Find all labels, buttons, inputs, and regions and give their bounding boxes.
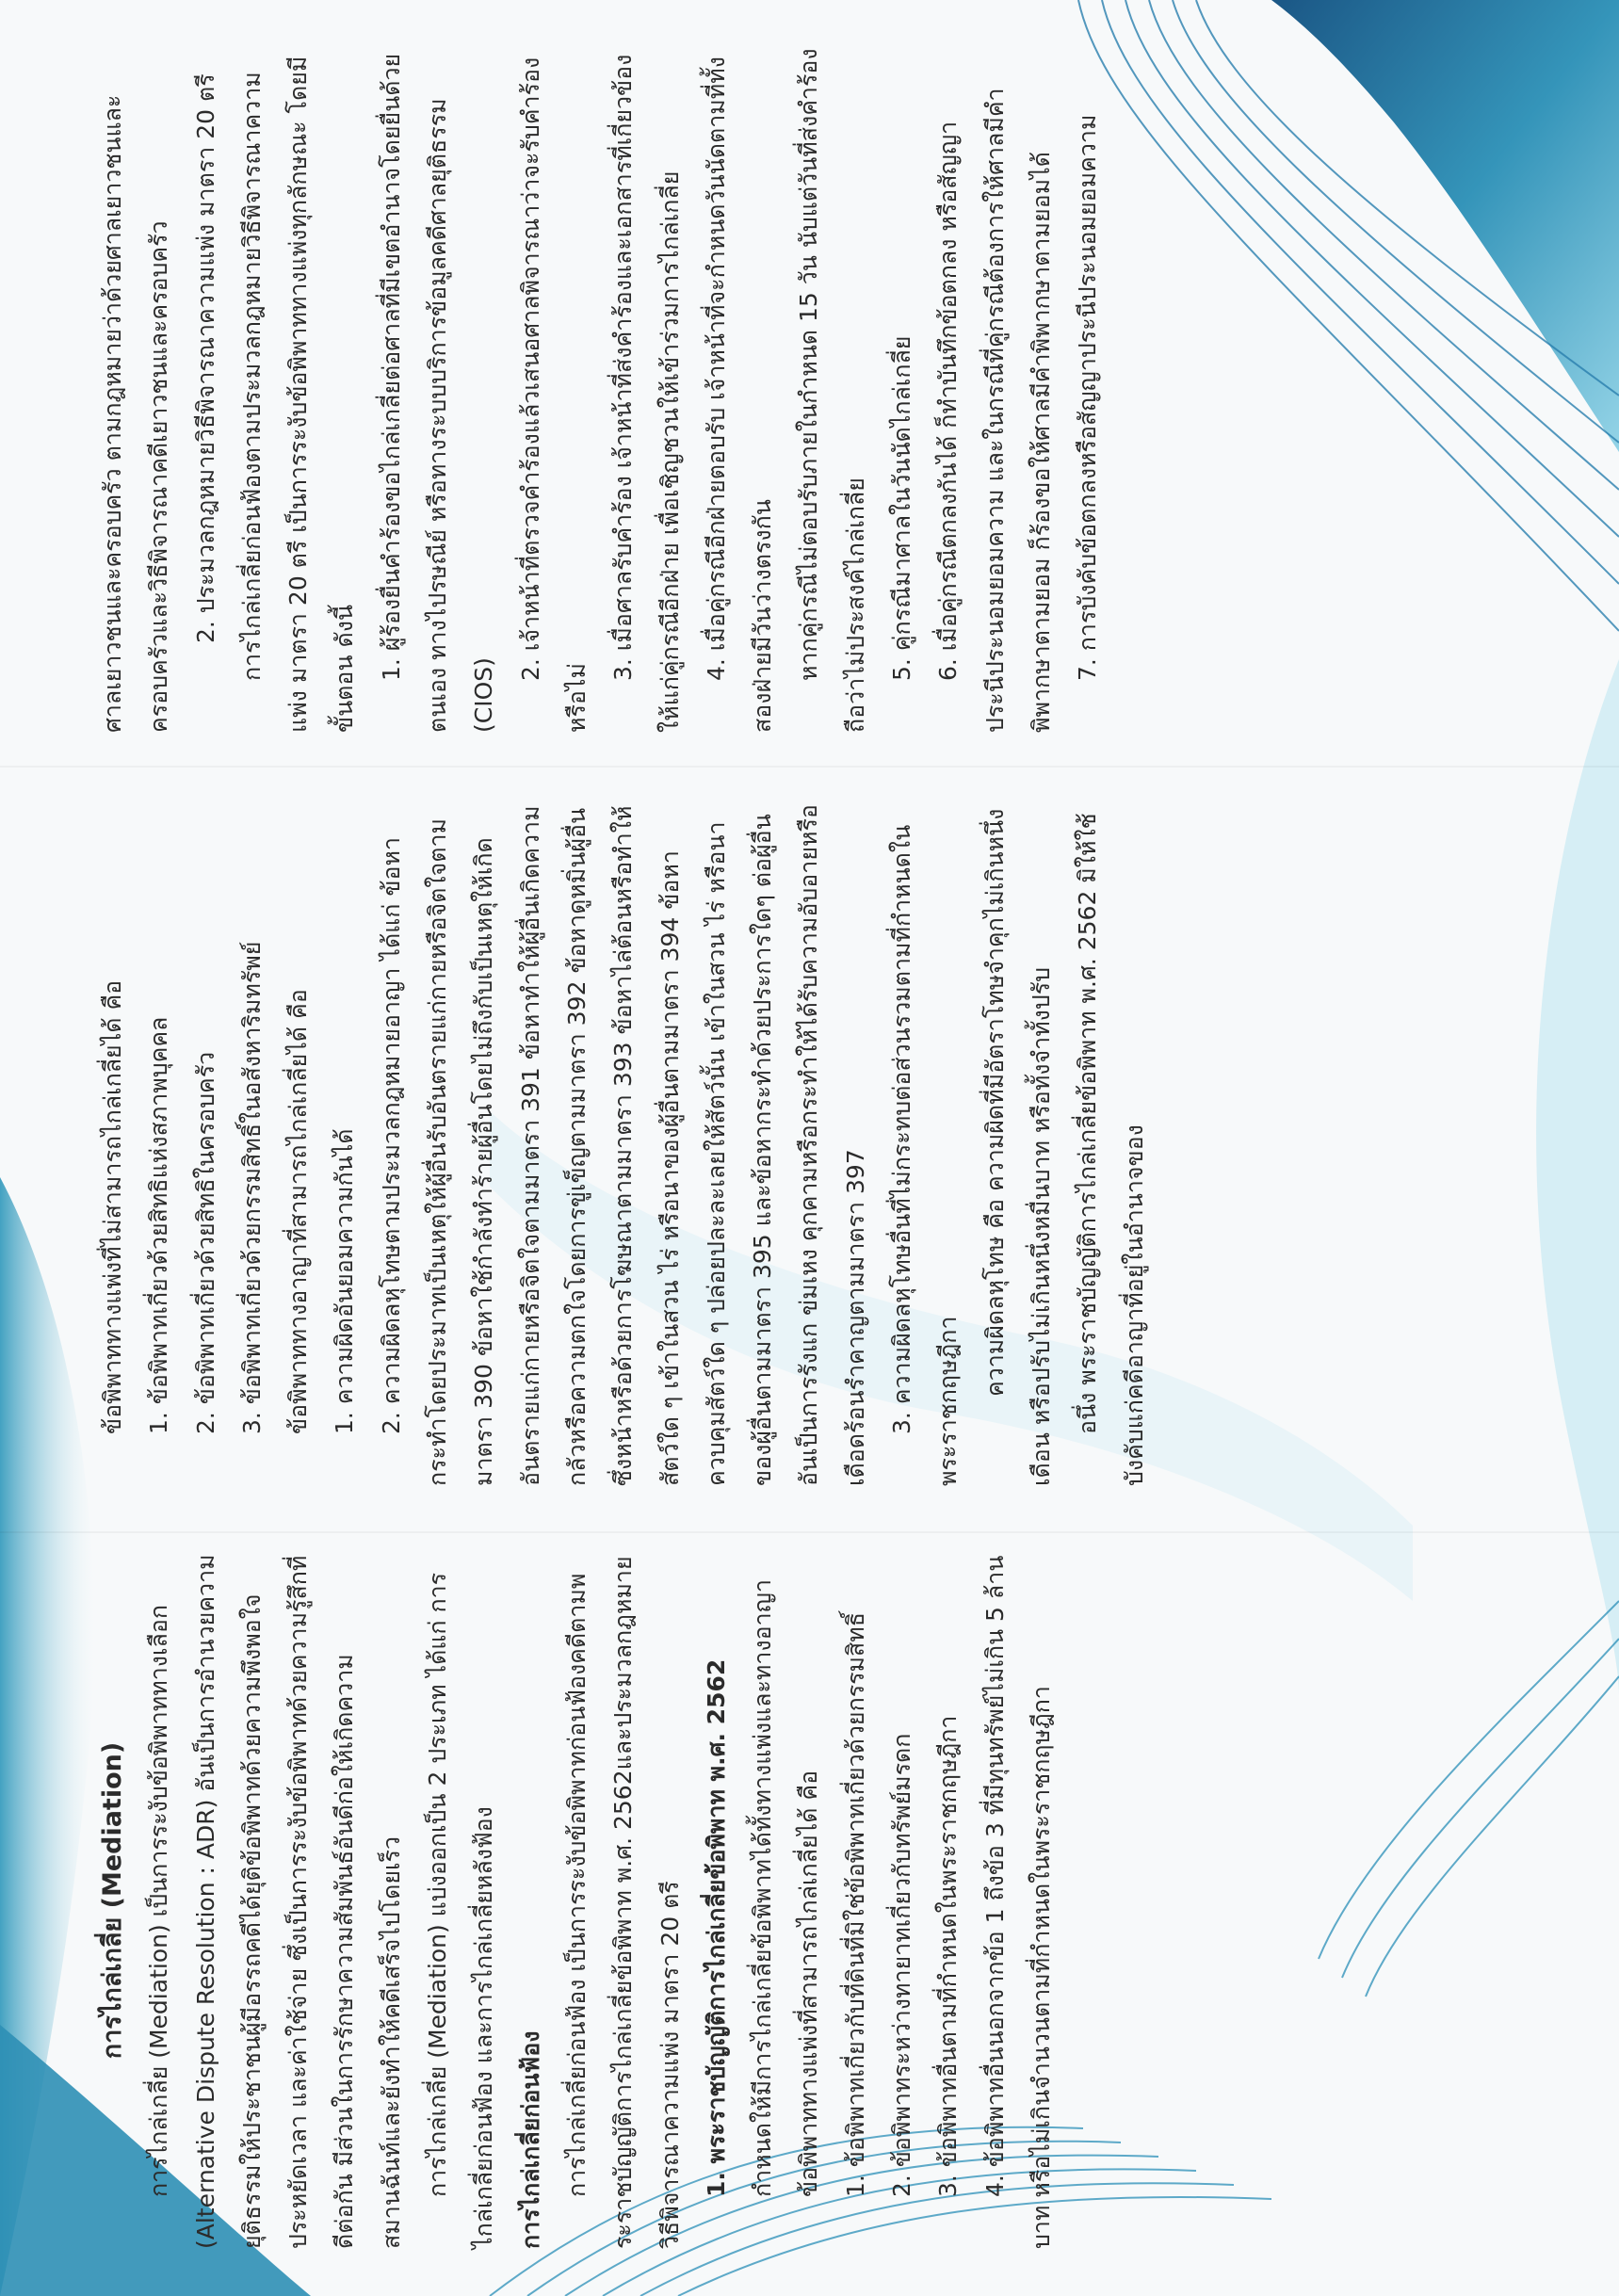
fold-line: [0, 766, 1619, 768]
list-item: 1. ข้อพิพาทเกี่ยวด้วยสิทธิแห่งสภาพบุคคล: [145, 1016, 173, 1434]
list-item: 2. ข้อพิพาทระหว่างทายาทเกี่ยวกับทรัพย์มรดก: [888, 1733, 916, 2197]
list-item: 6. เมื่อคู่กรณีตกลงกันได้ ก็ทำบันทึกข้อตกลง หรือสัญญาประนีประนอมยอมความ และในกรณีที่คู่กรณีต้องการให้ศาลมีคำพิพากษาตามยอม ก็ร้องขอให้ศาลมีคำพิพากษาตามยอมได้: [934, 88, 1055, 733]
panel-3: [89, 36, 1111, 733]
criminal-intro: ข้อพิพาททางอาญาที่สามารถไกล่เกลี่ยได้ คือ: [284, 989, 313, 1434]
fold-line: [0, 1531, 1619, 1533]
list-item: 2. ข้อพิพาทเกี่ยวด้วยสิทธิในครอบครัว: [191, 1051, 219, 1434]
pre-filing-paragraph: การไกล่เกลี่ยก่อนฟ้อง เป็นการระงับข้อพิพาทก่อนฟ้องคดีตามพระราชบัญญัติการไกล่เกลี่ยข้อพิพาท พ.ศ. 2562และประมวลกฎหมายวิธีพิจารณาความแพ่ง มาตรา 20 ตรี: [562, 1556, 684, 2249]
civil-intro: ข้อพิพาททางแพ่งที่สามารถไกล่เกลี่ยได้ คือ: [795, 1770, 823, 2197]
panel-1: [89, 1552, 1064, 2249]
list-item: 7. การบังคับข้อตกลงหรือสัญญาประนีประนอมยอมความ: [1074, 114, 1102, 681]
list-item: 3. ข้อพิพาทเกี่ยวด้วยกรรมสิทธิ์ในอสังหาริมทรัพย์: [237, 941, 266, 1434]
act-heading: 1. พระราชบัญญัติการไกล่เกลี่ยข้อพิพาท พ.ศ. 2562: [702, 1658, 730, 2197]
code-heading: 2. ประมวลกฎหมายวิธีพิจารณาความแพ่ง มาตรา 20 ตรี: [191, 73, 219, 643]
list-item: 5. คู่กรณีมาศาลในวันนัดไกล่เกลี่ย: [888, 335, 916, 681]
petty-offence-definition: ความผิดลหุโทษ คือ ความผิดที่มีอัตราโทษจำคุกไม่เกินหนึ่งเดือน หรือปรับไม่เกินหนึ่งหมื่นบาท หรือทั้งจำทั้งปรับ: [980, 808, 1055, 1486]
list-item: 3. ความผิดลหุโทษอื่นที่ไม่กระทบต่อส่วนรวมตามที่กำหนดในพระราชกฤษฎีกา: [888, 824, 963, 1486]
continued-paragraph: ศาลเยาวชนและครอบครัว ตามกฎหมายว่าด้วยศาลเยาวชนและครอบครัวและวิธีพิจารณาคดีเยาวชนและครอบครัว: [99, 94, 173, 733]
list-item: 3. ข้อพิพาทอื่นตามที่กำหนดในพระราชกฤษฎีกา: [934, 1715, 963, 2197]
panel-2: [89, 789, 1158, 1486]
note-paragraph: อนึ่ง พระราชบัญญัติการไกล่เกลี่ยข้อพิพาท พ.ศ. 2562 มิให้ใช้บังคับแก่คดีอาญาที่อยู่ในอำนาจของ: [1074, 813, 1148, 1486]
code-paragraph: การไกล่เกลี่ยก่อนฟ้องตามประมวลกฎหมายวิธีพิจารณาความแพ่ง มาตรา 20 ตรี เป็นการระงับข้อพิพาททางแพ่งทุกลักษณะ โดยมีขั้นตอน ดังนี้: [237, 56, 359, 733]
list-item: 1. ผู้ร้องยื่นคำร้องขอไกล่เกลี่ยต่อศาลที่มีเขตอำนาจโดยยื่นด้วยตนเอง ทางไปรษณีย์ หรือทางระบบบริการข้อมูลคดีศาลยุติธรรม (CIOS): [377, 53, 498, 733]
list-item: หากคู่กรณีไม่ตอบรับภายในกำหนด 15 วัน นับแต่วันที่ส่งคำร้องถือว่าไม่ประสงค์ไกล่เกลี่ย: [795, 48, 869, 733]
list-item: 3. เมื่อศาลรับคำร้อง เจ้าหน้าที่ส่งคำร้องและเอกสารที่เกี่ยวข้องให้แก่คู่กรณีอีกฝ่าย เพื่อเชิญชวนให้เข้าร่วมการไกล่เกลี่ย: [609, 54, 684, 733]
act-paragraph: กำหนดให้มีการไกล่เกลี่ยข้อพิพาทได้ทั้งทางแพ่งและทางอาญา: [749, 1578, 777, 2197]
list-item: 2. เจ้าหน้าที่ตรวจคำร้องแล้วเสนอศาลพิจารณาว่าจะรับคำร้องหรือไม่: [516, 57, 591, 733]
exclusions-intro: ข้อพิพาททางแพ่งที่ไม่สามารถไกล่เกลี่ยได้ คือ: [99, 979, 126, 1434]
list-item: 4. เมื่อคู่กรณีอีกฝ่ายตอบรับ เจ้าหน้าที่จะกำหนดวันนัดตามที่ทั้งสองฝ่ายมีวันว่างตรงกัน: [702, 57, 777, 733]
list-item: 4. ข้อพิพาทอื่นนอกจากข้อ 1 ถึงข้อ 3 ที่มีทุนทรัพย์ไม่เกิน 5 ล้านบาท หรือไม่เกินจำนวนตามที่กำหนดในพระราชกฤษฎีกา: [980, 1555, 1055, 2249]
page-title: การไกล่เกลี่ย (Mediation): [98, 1741, 127, 2060]
list-item: 2. ความผิดลหุโทษตามประมวลกฎหมายอาญา ได้แก่ ข้อหากระทำโดยประมาทเป็นเหตุให้ผู้อื่นรับอันตรายแก่กายหรือจิตใจตามมาตรา 390 ข้อหาใช้กำลังทำร้ายผู้อื่นโดยไม่ถึงกับเป็นเหตุให้เกิดอันตรายแก่กายหรือจิตใจตามมาตรา 391 ข้อหาทำให้ผู้อื่นเกิดความกลัวหรือความตกใจโดยการขู่เข็ญตามมาตรา 392 ข้อหาดูหมิ่นผู้อื่นซึ่งหน้าหรือด้วยการโฆษณาตามมาตรา 393 ข้อหาไล่ต้อนหรือทำให้สัตว์ใด ๆ เข้าในสวน ไร่ หรือนาของผู้อื่นตามมาตรา 394 ข้อหาควบคุมสัตว์ใด ๆ ปล่อยปละละเลยให้สัตว์นั้น เข้าในสวน ไร่ หรือนาของผู้อื่นตามมาตรา 395 และข้อหากระทำด้วยประการใดๆ ต่อผู้อื่น อันเป็นการรังแก ข่มเหง คุกคามหรือกระทำให้ได้รับความอับอายหรือเดือดร้อนรำคาญตามมาตรา 397: [377, 804, 869, 1486]
list-item: 1. ความผิดอันยอมความกันได้: [331, 1128, 359, 1434]
pre-filing-heading: การไกล่เกลี่ยก่อนฟ้อง: [516, 2030, 544, 2249]
list-item: 1. ข้อพิพาทเกี่ยวกับที่ดินที่มิใช่ข้อพิพาทเกี่ยวด้วยกรรมสิทธิ์: [841, 1611, 869, 2197]
intro-paragraph: การไกล่เกลี่ย (Mediation) เป็นการระงับข้อพิพาททางเลือก (Alternative Dispute Resolution : ADR) อันเป็นการอำนวยความยุติธรรมให้ประชาชนผู้มีอรรถคดีได้ยุติข้อพิพาทด้วยความพึงพอใจ ประหยัดเวลา และค่าใช้จ่าย ซึ่งเป็นการระงับข้อพิพาทด้วยความรู้สึกที่ดีต่อกัน มีส่วนในการรักษาความสัมพันธ์อันดีก่อให้เกิดความสมานฉันท์และยังทำให้คดีเสร็จไปโดยเร็ว: [145, 1554, 405, 2249]
types-paragraph: การไกล่เกลี่ย (Mediation) แบ่งออกเป็น 2 ประเภท ได้แก่ การไกล่เกลี่ยก่อนฟ้อง และการไกล่เกลี่ยหลังฟ้อง: [424, 1572, 498, 2249]
